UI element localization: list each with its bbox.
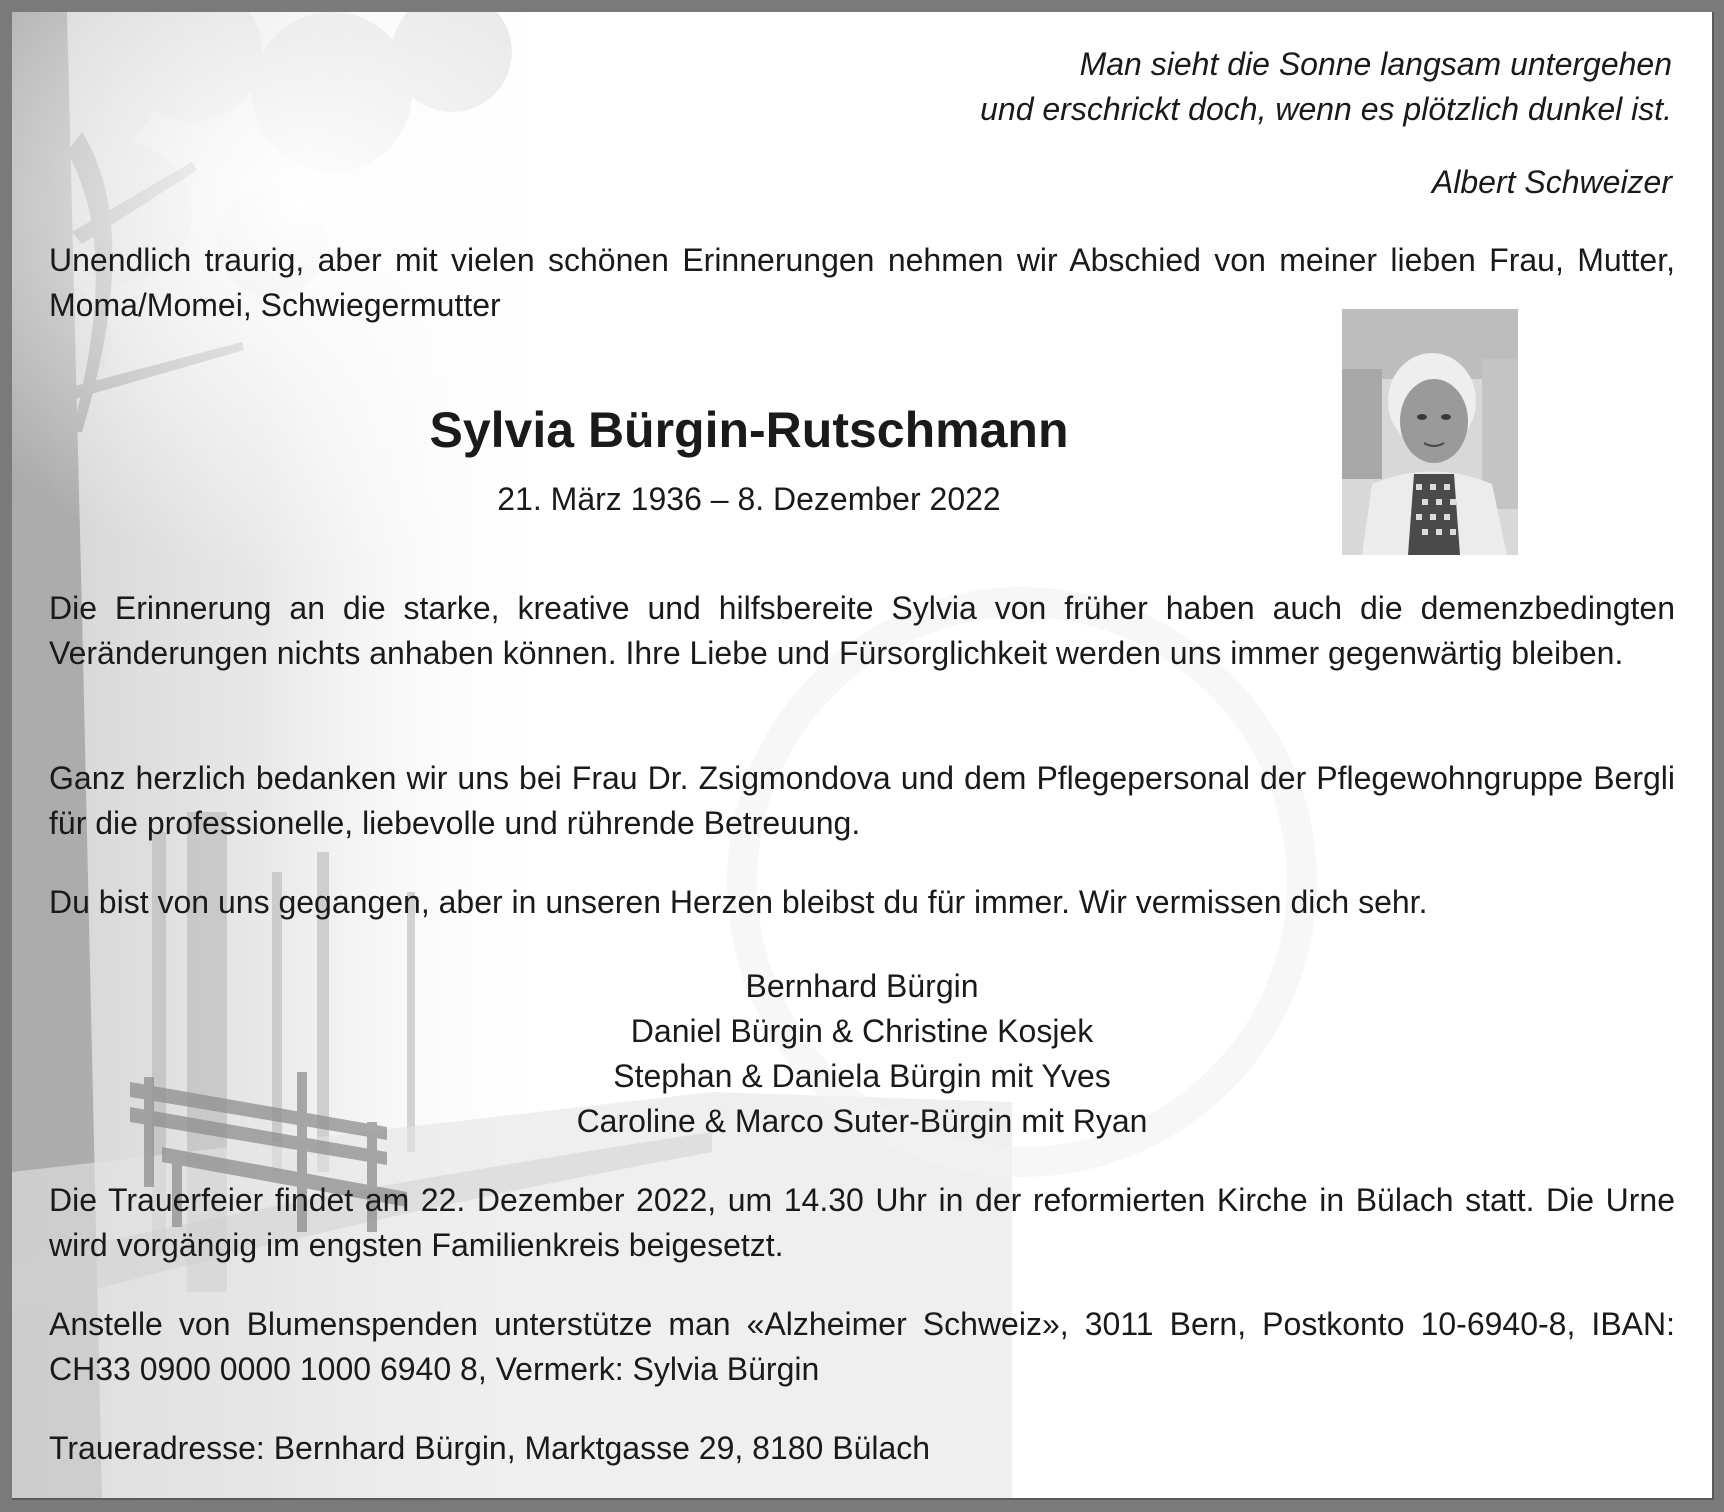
quote <box>772 42 1672 132</box>
signer: Stephan & Daniela Bürgin mit Yves <box>613 1058 1111 1094</box>
donation-paragraph: Anstelle von Blumenspenden unterstütze man «Alzheimer Schweiz», 3011 Bern, Postkonto 10-6940-8, IBAN: CH33 0900 0000 1000 6940 8, Vermerk: Sylvia Bürgin <box>49 1306 1675 1387</box>
deceased-name: Sylvia Bürgin-Rutschmann <box>429 402 1069 458</box>
signer: Caroline & Marco Suter-Bürgin mit Ryan <box>576 1103 1148 1139</box>
quote-line-1: Man sieht die Sonne langsam untergehen <box>1079 46 1672 82</box>
ceremony-paragraph: Die Trauerfeier findet am 22. Dezember 2022, um 14.30 Uhr in der reformierten Kirche in Bülach statt. Die Urne wird vorgängig im engsten Familienkreis beigesetzt. <box>49 1182 1675 1263</box>
memory-paragraph: Die Erinnerung an die starke, kreative und hilfsbereite Sylvia von früher haben auch die demenzbedingten Veränderungen nichts anhaben können. Ihre Liebe und Fürsorglichkeit werden uns immer gegenwärtig bleiben. <box>49 590 1675 671</box>
farewell-paragraph: Du bist von uns gegangen, aber in unseren Herzen bleibst du für immer. Wir vermissen dich sehr. <box>49 884 1428 920</box>
signer: Bernhard Bürgin <box>745 968 979 1004</box>
intro-text: Unendlich traurig, aber mit vielen schönen Erinnerungen nehmen wir Abschied von meiner lieben Frau, Mutter, Moma/Momei, Schwiegermutter <box>49 242 1675 323</box>
life-dates: 21. März 1936 – 8. Dezember 2022 <box>497 481 1001 517</box>
quote-line-2: und erschrickt doch, wenn es plötzlich dunkel ist. <box>980 91 1672 127</box>
thanks-paragraph: Ganz herzlich bedanken wir uns bei Frau Dr. Zsigmondova und dem Pflegepersonal der Pflegewohngruppe Bergli für die professionelle, liebevolle und rührende Betreuung. <box>49 760 1675 841</box>
mourning-address: Traueradresse: Bernhard Bürgin, Marktgasse 29, 8180 Bülach <box>49 1430 931 1466</box>
obituary-notice <box>12 12 1714 1500</box>
quote-author: Albert Schweizer <box>1431 164 1672 200</box>
signer: Daniel Bürgin & Christine Kosjek <box>630 1013 1094 1049</box>
signers-list <box>49 964 1675 1144</box>
